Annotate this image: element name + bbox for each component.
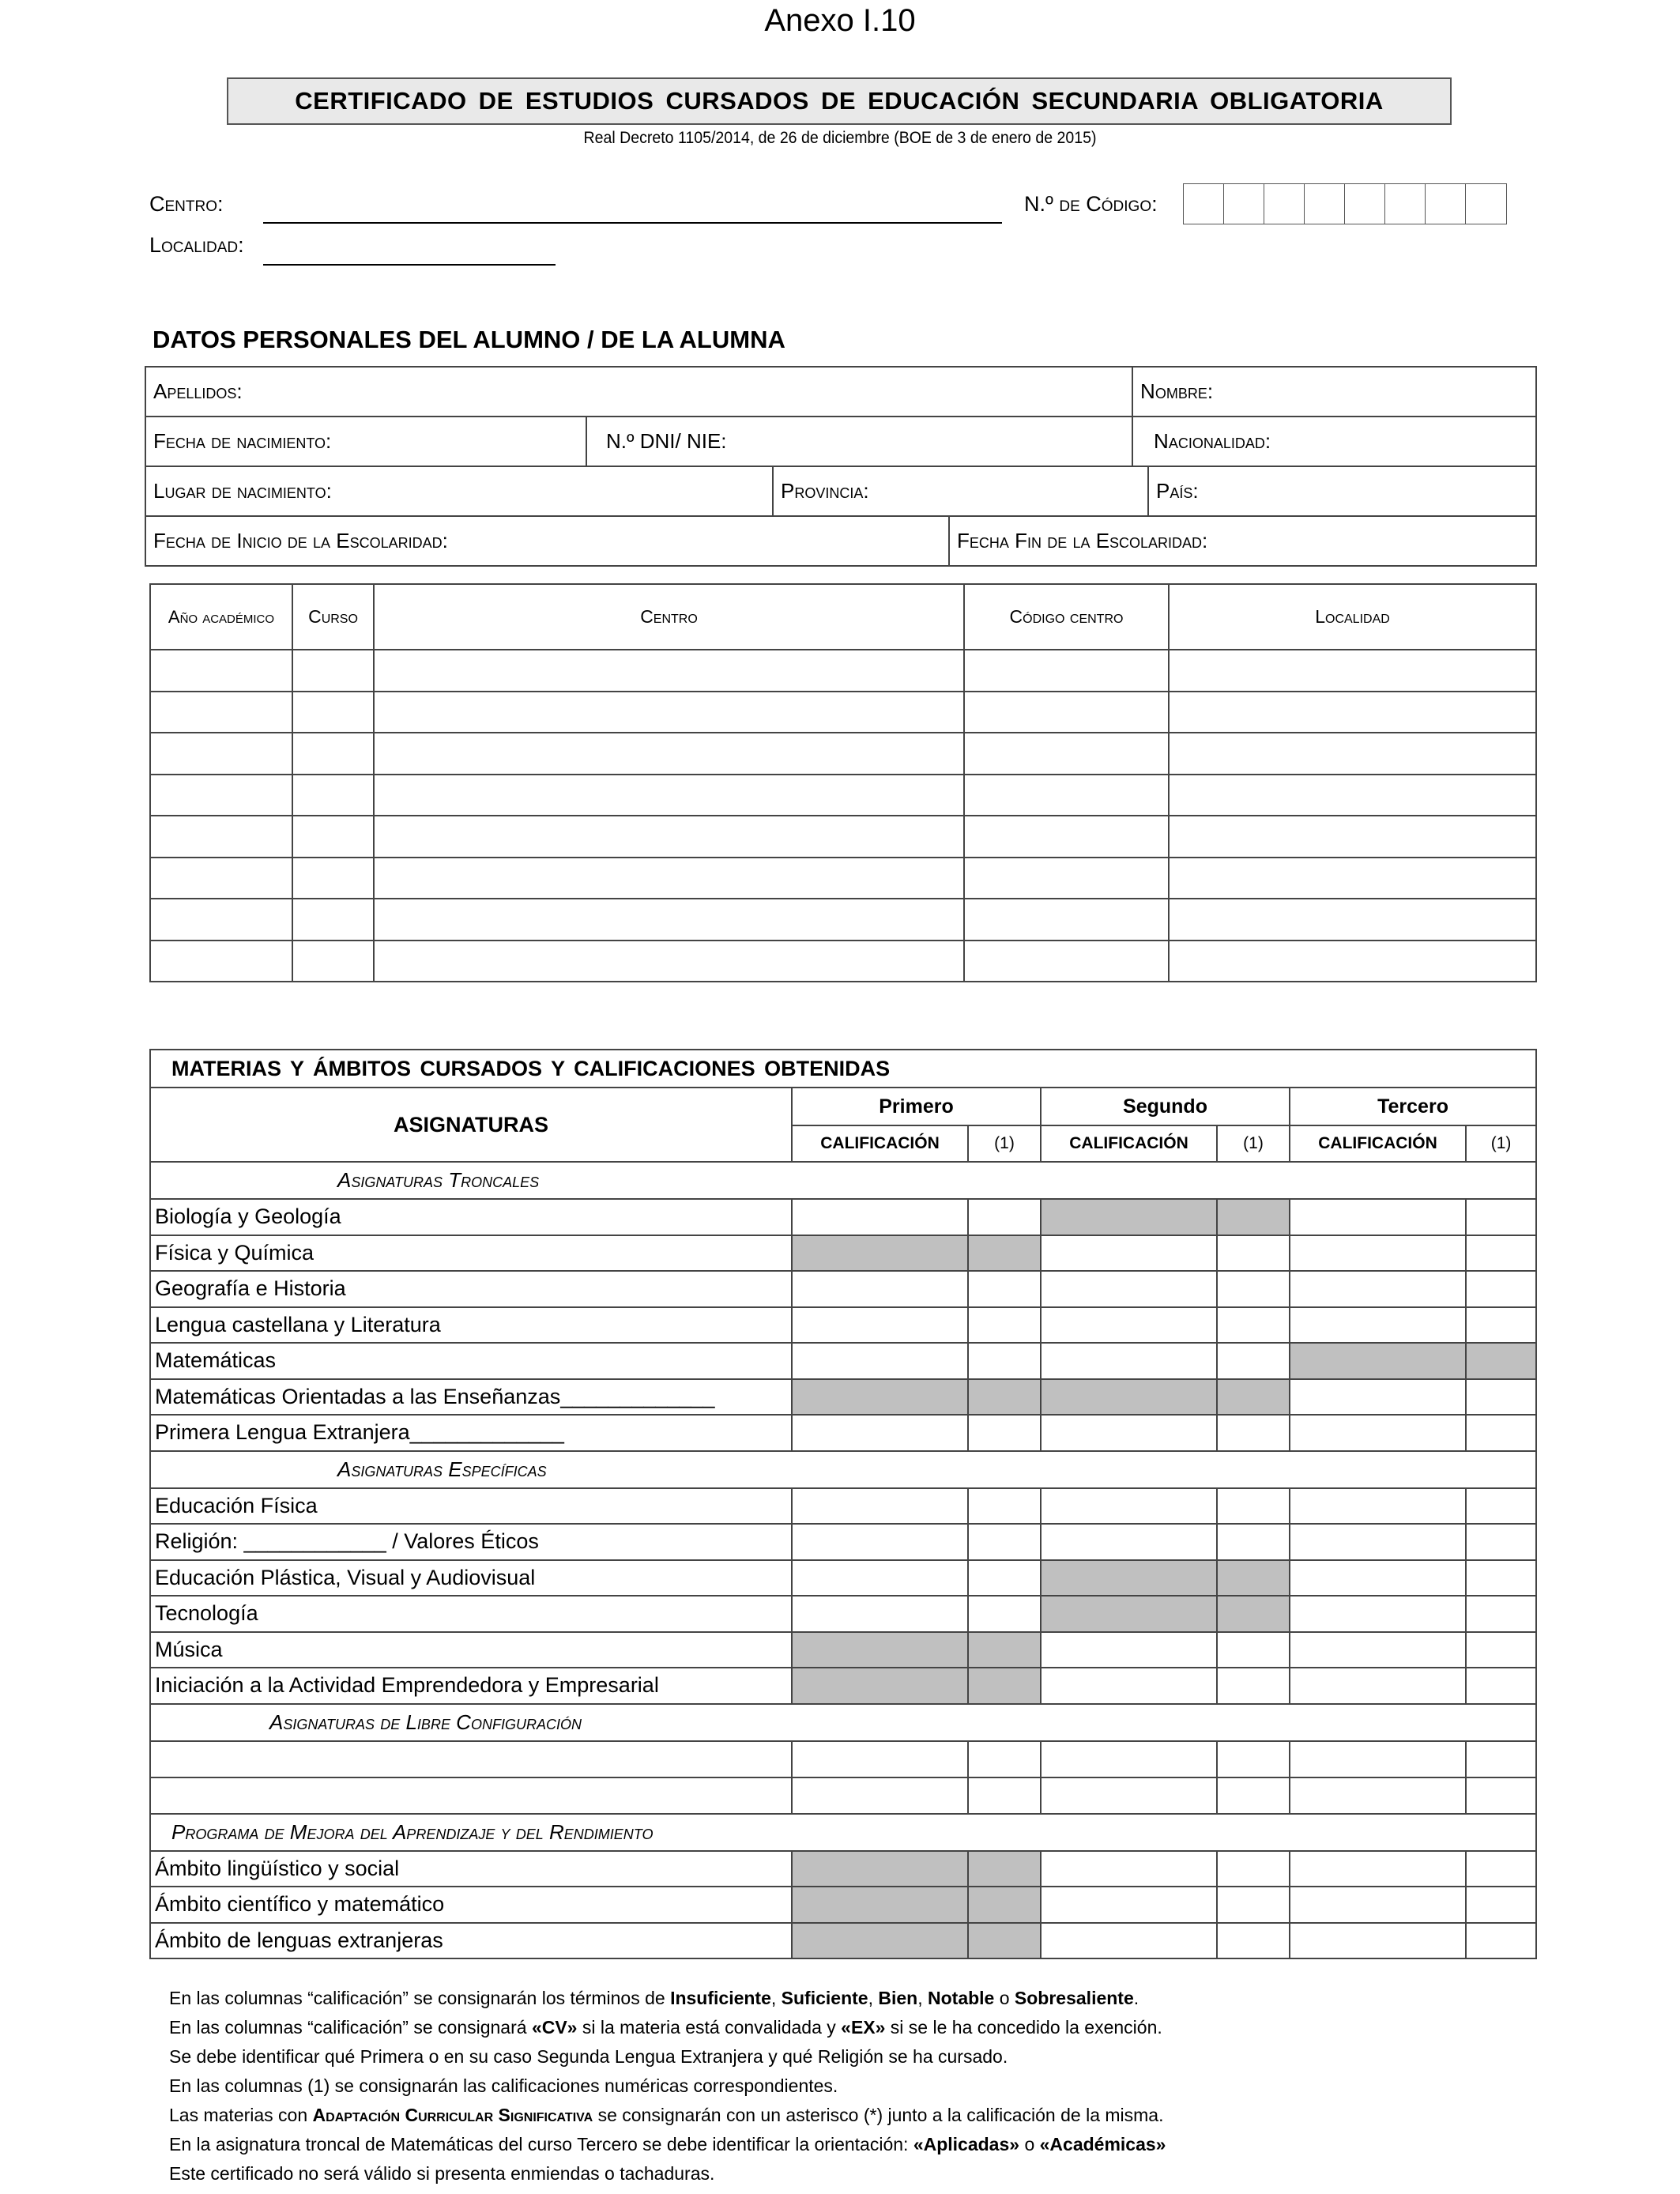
- certificate-title: CERTIFICADO DE ESTUDIOS CURSADOS DE EDUCACIÓN SECUNDARIA OBLIGATORIA: [227, 77, 1452, 125]
- grade-cell: [792, 1235, 968, 1272]
- history-cell[interactable]: [1169, 775, 1536, 816]
- grade-cell[interactable]: [792, 1488, 968, 1525]
- numeric-grade-cell[interactable]: [1217, 1307, 1290, 1344]
- numeric-grade-cell[interactable]: [1466, 1379, 1536, 1416]
- pais-field[interactable]: País:: [1148, 466, 1536, 516]
- subject-name: Educación Física: [150, 1488, 792, 1525]
- year-primero: Primero: [792, 1088, 1041, 1125]
- grade-cell[interactable]: [792, 1596, 968, 1632]
- history-cell[interactable]: [292, 733, 374, 775]
- subject-row: [150, 1632, 1536, 1668]
- grade-cell[interactable]: [792, 1560, 968, 1596]
- history-cell[interactable]: [964, 650, 1169, 692]
- subject-row: [150, 1741, 1536, 1777]
- grades-table: [149, 1049, 1537, 1959]
- grade-cell[interactable]: [1041, 1777, 1217, 1814]
- nacionalidad-field[interactable]: Nacionalidad:: [1132, 417, 1536, 466]
- history-header-curso: Curso: [292, 584, 374, 650]
- subject-name: Religión: ____________ / Valores Éticos: [150, 1524, 792, 1560]
- numeric-grade-cell: [968, 1379, 1041, 1416]
- grade-cell[interactable]: [1290, 1415, 1466, 1451]
- note-numeric: En las columnas (1) se consignarán las calificaciones numéricas correspondientes.: [169, 2075, 838, 2096]
- note-validity: Este certificado no será válido si presenta enmiendas o tachaduras.: [169, 2163, 715, 2184]
- grade-cell[interactable]: [1290, 1777, 1466, 1814]
- history-cell[interactable]: [150, 775, 292, 816]
- numeric-grade-cell[interactable]: [1217, 1235, 1290, 1272]
- subject-name: Educación Plástica, Visual y Audiovisual: [150, 1560, 792, 1596]
- grade-cell[interactable]: [1290, 1199, 1466, 1235]
- year-tercero: Tercero: [1290, 1088, 1536, 1125]
- grade-cell[interactable]: [1290, 1887, 1466, 1923]
- note-matematicas: En la asignatura troncal de Matemáticas del curso Tercero se debe identificar la orientación: «Aplicadas» o «Académicas»: [169, 2134, 1166, 2154]
- numeric-grade-cell[interactable]: [1466, 1632, 1536, 1668]
- grade-cell[interactable]: [1290, 1488, 1466, 1525]
- history-cell[interactable]: [374, 816, 964, 858]
- grade-cell[interactable]: [1290, 1379, 1466, 1416]
- grade-cell[interactable]: [1041, 1415, 1217, 1451]
- numeric-grade-cell[interactable]: [1217, 1741, 1290, 1777]
- subject-row: [150, 1777, 1536, 1814]
- subject-name: Tecnología: [150, 1596, 792, 1632]
- history-cell[interactable]: [1169, 941, 1536, 982]
- subject-row: [150, 1343, 1536, 1379]
- grade-cell: [1041, 1199, 1217, 1235]
- numeric-grade-cell: [968, 1923, 1041, 1959]
- calificacion-header: CALIFICACIÓN: [792, 1125, 968, 1162]
- numeric-grade-cell[interactable]: [1466, 1668, 1536, 1704]
- numeric-grade-cell[interactable]: [1466, 1307, 1536, 1344]
- grade-cell: [792, 1632, 968, 1668]
- history-cell[interactable]: [374, 858, 964, 899]
- numeric-grade-cell: [1217, 1560, 1290, 1596]
- grade-cell[interactable]: [1290, 1923, 1466, 1959]
- subject-name: Lengua castellana y Literatura: [150, 1307, 792, 1344]
- history-cell[interactable]: [292, 775, 374, 816]
- history-cell[interactable]: [292, 899, 374, 941]
- history-row: [150, 899, 1536, 941]
- calificacion-header: CALIFICACIÓN: [1041, 1125, 1217, 1162]
- grade-cell[interactable]: [1041, 1307, 1217, 1344]
- subject-row: [150, 1887, 1536, 1923]
- history-header-ano: Año académico: [150, 584, 292, 650]
- history-cell[interactable]: [964, 775, 1169, 816]
- numeric-grade-cell[interactable]: [968, 1415, 1041, 1451]
- history-cell[interactable]: [374, 650, 964, 692]
- grade-cell[interactable]: [792, 1741, 968, 1777]
- grade-cell[interactable]: [1290, 1560, 1466, 1596]
- subject-name: Ámbito lingüístico y social: [150, 1851, 792, 1887]
- history-cell[interactable]: [964, 858, 1169, 899]
- subject-row: [150, 1596, 1536, 1632]
- year-segundo: Segundo: [1041, 1088, 1290, 1125]
- subject-name: Matemáticas Orientadas a las Enseñanzas_____________: [150, 1379, 792, 1416]
- numeric-grade-cell: [1217, 1199, 1290, 1235]
- history-cell[interactable]: [1169, 899, 1536, 941]
- school-history-table: [149, 583, 1537, 982]
- numeric-grade-cell[interactable]: [968, 1741, 1041, 1777]
- history-cell[interactable]: [150, 650, 292, 692]
- subject-row: [150, 1307, 1536, 1344]
- numeric-grade-cell[interactable]: [1466, 1199, 1536, 1235]
- history-row: [150, 816, 1536, 858]
- troncales-section-label: Asignaturas Troncales: [150, 1162, 1536, 1199]
- note-calificacion-terms: En las columnas “calificación” se consignarán los términos de Insuficiente, Suficiente, Bien, Notable o Sobresaliente.: [169, 1988, 1139, 2008]
- subject-name: Música: [150, 1632, 792, 1668]
- numeric-grade-cell[interactable]: [1217, 1271, 1290, 1307]
- asignaturas-header: ASIGNATURAS: [150, 1088, 792, 1162]
- lugar-nacimiento-field[interactable]: Lugar de nacimiento:: [145, 466, 773, 516]
- numeric-grade-cell[interactable]: [1217, 1923, 1290, 1959]
- numeric-header: (1): [968, 1125, 1041, 1162]
- grade-cell[interactable]: [1041, 1668, 1217, 1704]
- subject-name: [150, 1741, 792, 1777]
- grade-cell[interactable]: [1041, 1741, 1217, 1777]
- codigo-boxes[interactable]: [1183, 183, 1507, 224]
- history-cell[interactable]: [1169, 650, 1536, 692]
- grade-cell: [792, 1923, 968, 1959]
- note-languages: Se debe identificar qué Primera o en su caso Segunda Lengua Extranjera y qué Religión se ha cursado.: [169, 2046, 1008, 2067]
- centro-label: Centro:: [149, 192, 224, 216]
- grade-cell[interactable]: [1041, 1271, 1217, 1307]
- numeric-grade-cell[interactable]: [1466, 1235, 1536, 1272]
- numeric-header: (1): [1466, 1125, 1536, 1162]
- numeric-grade-cell[interactable]: [1466, 1524, 1536, 1560]
- pmar-section: [150, 1814, 1536, 1851]
- history-cell[interactable]: [150, 899, 292, 941]
- numeric-grade-cell: [1217, 1596, 1290, 1632]
- numeric-grade-cell[interactable]: [1217, 1777, 1290, 1814]
- history-cell[interactable]: [374, 941, 964, 982]
- troncales-section: [150, 1162, 1536, 1199]
- numeric-grade-cell[interactable]: [968, 1199, 1041, 1235]
- numeric-grade-cell: [968, 1632, 1041, 1668]
- subject-name: Ámbito científico y matemático: [150, 1887, 792, 1923]
- history-cell[interactable]: [964, 816, 1169, 858]
- grade-cell: [792, 1379, 968, 1416]
- numeric-grade-cell[interactable]: [1217, 1488, 1290, 1525]
- numeric-grade-cell[interactable]: [1466, 1741, 1536, 1777]
- history-row: [150, 650, 1536, 692]
- subject-row: [150, 1923, 1536, 1959]
- subject-row: [150, 1851, 1536, 1887]
- history-cell[interactable]: [374, 899, 964, 941]
- history-cell[interactable]: [374, 692, 964, 733]
- grade-cell[interactable]: [1290, 1632, 1466, 1668]
- numeric-grade-cell[interactable]: [968, 1307, 1041, 1344]
- history-cell[interactable]: [964, 692, 1169, 733]
- grade-cell[interactable]: [1041, 1851, 1217, 1887]
- grade-cell[interactable]: [1290, 1271, 1466, 1307]
- grade-cell: [1041, 1379, 1217, 1416]
- history-cell[interactable]: [292, 692, 374, 733]
- grade-cell[interactable]: [1290, 1596, 1466, 1632]
- history-cell[interactable]: [964, 941, 1169, 982]
- grade-cell: [792, 1887, 968, 1923]
- numeric-grade-cell[interactable]: [1217, 1632, 1290, 1668]
- fecha-fin-field[interactable]: Fecha Fin de la Escolaridad:: [949, 516, 1536, 566]
- numeric-grade-cell[interactable]: [968, 1488, 1041, 1525]
- grade-cell[interactable]: [1290, 1668, 1466, 1704]
- decree-reference: Real Decreto 1105/2014, de 26 de diciembre (BOE de 3 de enero de 2015): [583, 129, 1097, 147]
- especificas-section: [150, 1451, 1536, 1488]
- numeric-grade-cell[interactable]: [1466, 1887, 1536, 1923]
- subject-name: Ámbito de lenguas extranjeras: [150, 1923, 792, 1959]
- subject-row: [150, 1271, 1536, 1307]
- history-cell[interactable]: [964, 899, 1169, 941]
- grade-cell[interactable]: [1041, 1235, 1217, 1272]
- subject-row: [150, 1668, 1536, 1704]
- numeric-grade-cell[interactable]: [1466, 1923, 1536, 1959]
- subject-row: [150, 1488, 1536, 1525]
- provincia-field[interactable]: Provincia:: [773, 466, 1148, 516]
- grade-cell[interactable]: [792, 1415, 968, 1451]
- grade-cell[interactable]: [1041, 1488, 1217, 1525]
- calificacion-header: CALIFICACIÓN: [1290, 1125, 1466, 1162]
- numeric-header: (1): [1217, 1125, 1290, 1162]
- grade-cell[interactable]: [792, 1307, 968, 1344]
- subject-name: Matemáticas: [150, 1343, 792, 1379]
- grade-cell[interactable]: [1041, 1923, 1217, 1959]
- history-cell[interactable]: [150, 692, 292, 733]
- grade-cell[interactable]: [1290, 1235, 1466, 1272]
- dni-field[interactable]: N.º DNI/ NIE:: [586, 417, 1132, 466]
- grade-cell[interactable]: [792, 1777, 968, 1814]
- history-row: [150, 692, 1536, 733]
- numeric-grade-cell: [968, 1851, 1041, 1887]
- fecha-nacimiento-field[interactable]: Fecha de nacimiento:: [145, 417, 586, 466]
- codigo-label: N.º de Código:: [1024, 192, 1158, 216]
- numeric-grade-cell: [968, 1887, 1041, 1923]
- numeric-grade-cell[interactable]: [968, 1524, 1041, 1560]
- history-cell[interactable]: [150, 816, 292, 858]
- localidad-label: Localidad:: [149, 233, 244, 257]
- numeric-grade-cell: [1466, 1343, 1536, 1379]
- apellidos-field[interactable]: Apellidos:: [145, 367, 1132, 417]
- subject-name: Física y Química: [150, 1235, 792, 1272]
- grades-title: MATERIAS Y ÁMBITOS CURSADOS Y CALIFICACIONES OBTENIDAS: [150, 1050, 1536, 1088]
- numeric-grade-cell[interactable]: [1466, 1415, 1536, 1451]
- note-adaptacion: Las materias con Adaptación Curricular Significativa se consignarán con un asterisco (*) junto a la calificación de la misma.: [169, 2105, 1164, 2125]
- grade-cell[interactable]: [1041, 1343, 1217, 1379]
- subject-row: [150, 1379, 1536, 1416]
- history-cell[interactable]: [292, 816, 374, 858]
- history-cell[interactable]: [150, 941, 292, 982]
- history-cell[interactable]: [374, 775, 964, 816]
- personal-section-title: DATOS PERSONALES DEL ALUMNO / DE LA ALUMNA: [153, 326, 785, 353]
- numeric-grade-cell[interactable]: [968, 1560, 1041, 1596]
- numeric-grade-cell[interactable]: [1217, 1668, 1290, 1704]
- especificas-section-label: Asignaturas Específicas: [150, 1451, 1536, 1488]
- grade-cell[interactable]: [1041, 1632, 1217, 1668]
- grade-cell[interactable]: [792, 1343, 968, 1379]
- history-cell[interactable]: [150, 733, 292, 775]
- libre-section: [150, 1704, 1536, 1741]
- numeric-grade-cell[interactable]: [1466, 1271, 1536, 1307]
- history-cell[interactable]: [292, 941, 374, 982]
- personal-data-table: [145, 366, 1537, 567]
- subject-row: [150, 1560, 1536, 1596]
- history-header-codigo: Código centro: [964, 584, 1169, 650]
- numeric-grade-cell[interactable]: [1217, 1851, 1290, 1887]
- numeric-grade-cell: [968, 1235, 1041, 1272]
- grade-cell[interactable]: [1290, 1851, 1466, 1887]
- grade-cell: [792, 1668, 968, 1704]
- grade-cell[interactable]: [792, 1199, 968, 1235]
- history-header-centro: Centro: [374, 584, 964, 650]
- numeric-grade-cell: [1217, 1379, 1290, 1416]
- subject-name: [150, 1777, 792, 1814]
- numeric-grade-cell[interactable]: [1217, 1887, 1290, 1923]
- subject-name: Geografía e Historia: [150, 1271, 792, 1307]
- grade-cell[interactable]: [792, 1524, 968, 1560]
- nombre-field[interactable]: Nombre:: [1132, 367, 1536, 417]
- history-cell[interactable]: [1169, 692, 1536, 733]
- grade-cell[interactable]: [1041, 1887, 1217, 1923]
- note-cv-ex: En las columnas “calificación” se consignará «CV» si la materia está convalidada y «EX» si se le ha concedido la exención.: [169, 2017, 1162, 2038]
- subject-name: Iniciación a la Actividad Emprendedora y Empresarial: [150, 1668, 792, 1704]
- history-row: [150, 733, 1536, 775]
- grade-cell[interactable]: [1290, 1524, 1466, 1560]
- numeric-grade-cell[interactable]: [1466, 1488, 1536, 1525]
- numeric-grade-cell[interactable]: [1217, 1524, 1290, 1560]
- subject-row: [150, 1415, 1536, 1451]
- grade-cell[interactable]: [792, 1271, 968, 1307]
- numeric-grade-cell[interactable]: [1466, 1560, 1536, 1596]
- subject-name: Primera Lengua Extranjera_____________: [150, 1415, 792, 1451]
- numeric-grade-cell[interactable]: [968, 1777, 1041, 1814]
- fecha-inicio-field[interactable]: Fecha de Inicio de la Escolaridad:: [145, 516, 949, 566]
- footnotes: [169, 1984, 1166, 2188]
- numeric-grade-cell[interactable]: [968, 1271, 1041, 1307]
- centro-field[interactable]: [263, 222, 1002, 224]
- subject-name: Biología y Geología: [150, 1199, 792, 1235]
- history-cell[interactable]: [374, 733, 964, 775]
- numeric-grade-cell[interactable]: [1466, 1777, 1536, 1814]
- grade-cell[interactable]: [1290, 1741, 1466, 1777]
- history-header-localidad: Localidad: [1169, 584, 1536, 650]
- history-cell[interactable]: [292, 858, 374, 899]
- grade-cell[interactable]: [1290, 1307, 1466, 1344]
- subject-row: [150, 1235, 1536, 1272]
- grade-cell[interactable]: [1041, 1524, 1217, 1560]
- grade-cell: [1290, 1343, 1466, 1379]
- annex-number: Anexo I.10: [764, 3, 916, 38]
- numeric-grade-cell[interactable]: [1217, 1415, 1290, 1451]
- pmar-section-label: Programa de Mejora del Aprendizaje y del Rendimiento: [150, 1814, 1536, 1851]
- history-row: [150, 775, 1536, 816]
- subject-row: [150, 1199, 1536, 1235]
- grade-cell: [792, 1851, 968, 1887]
- history-row: [150, 858, 1536, 899]
- numeric-grade-cell[interactable]: [1466, 1851, 1536, 1887]
- history-cell[interactable]: [964, 733, 1169, 775]
- grade-cell: [1041, 1560, 1217, 1596]
- history-row: [150, 941, 1536, 982]
- numeric-grade-cell[interactable]: [1217, 1343, 1290, 1379]
- history-cell[interactable]: [1169, 816, 1536, 858]
- numeric-grade-cell[interactable]: [1466, 1596, 1536, 1632]
- libre-section-label: Asignaturas de Libre Configuración: [150, 1704, 1536, 1741]
- history-cell[interactable]: [1169, 733, 1536, 775]
- numeric-grade-cell[interactable]: [968, 1596, 1041, 1632]
- history-cell[interactable]: [292, 650, 374, 692]
- numeric-grade-cell[interactable]: [968, 1343, 1041, 1379]
- grade-cell: [1041, 1596, 1217, 1632]
- history-cell[interactable]: [150, 858, 292, 899]
- localidad-field[interactable]: [263, 264, 556, 266]
- history-cell[interactable]: [1169, 858, 1536, 899]
- subject-row: [150, 1524, 1536, 1560]
- numeric-grade-cell: [968, 1668, 1041, 1704]
